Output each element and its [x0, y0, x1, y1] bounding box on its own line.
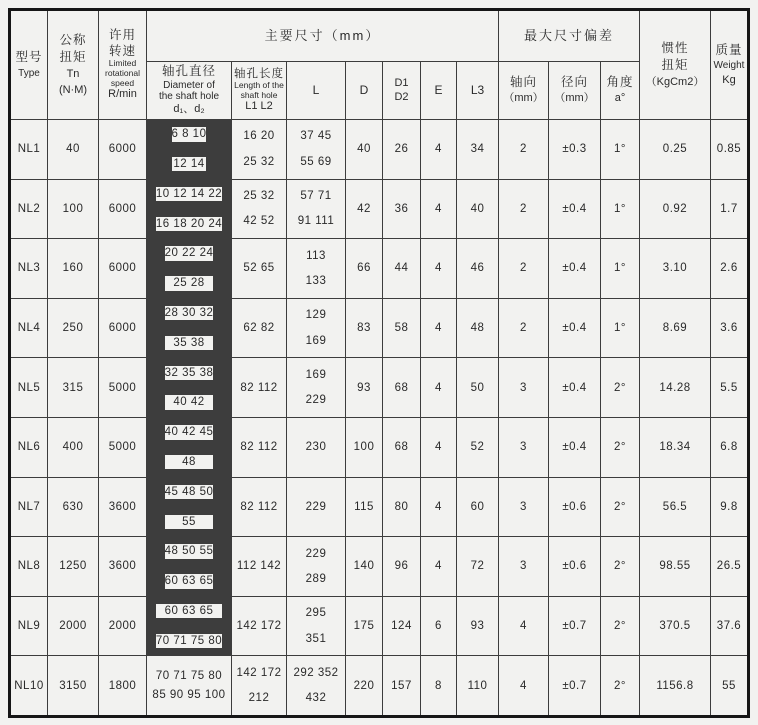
header-radial-zh: 径向 — [560, 74, 588, 89]
cell-D: 40 — [346, 120, 382, 179]
cell-torque: 1250 — [48, 537, 98, 596]
cell-bore-diameter-line: 16 18 20 24 — [155, 217, 223, 230]
cell-L3: 60 — [457, 478, 498, 537]
cell-D1-D2: 68 — [383, 418, 420, 477]
cell-speed: 3600 — [99, 478, 146, 537]
cell-D: 140 — [346, 537, 382, 596]
cell-D1-D2: 80 — [383, 478, 420, 537]
cell-D: 42 — [346, 180, 382, 239]
cell-inertia: 3.10 — [640, 239, 710, 298]
cell-bore-diameter-line: 32 35 38 — [164, 366, 214, 379]
cell-length-L-line: 57 71 — [300, 190, 332, 203]
cell-torque: 315 — [48, 358, 98, 417]
cell-length-L-line: 169 — [305, 334, 327, 347]
header-weight-en: Weight — [713, 60, 745, 72]
cell-D: 83 — [346, 299, 382, 358]
header-speed-unit: R/min — [108, 88, 137, 101]
cell-axial-deviation: 3 — [499, 478, 548, 537]
cell-speed: 6000 — [99, 120, 146, 179]
cell-radial-deviation: ±0.6 — [549, 478, 600, 537]
cell-model: NL5 — [11, 358, 47, 417]
header-speed — [99, 11, 146, 119]
cell-D1-D2: 124 — [383, 597, 420, 656]
cell-L3: 72 — [457, 537, 498, 596]
cell-bore-diameter-line: 6 8 10 — [171, 128, 207, 141]
cell-axial-deviation: 2 — [499, 299, 548, 358]
cell-radial-deviation: ±0.7 — [549, 597, 600, 656]
cell-weight: 3.6 — [711, 299, 747, 358]
cell-length-L-line: 113 — [306, 249, 326, 262]
header-col-E — [421, 62, 456, 119]
cell-angle-deviation: 1° — [601, 239, 639, 298]
cell-bore-diameter-line: 55 — [165, 515, 214, 529]
cell-length-L — [287, 478, 345, 537]
cell-bore-length-line: 112 142 — [236, 560, 282, 573]
cell-model: NL3 — [11, 239, 47, 298]
cell-inertia: 8.69 — [640, 299, 710, 358]
cell-D1-D2: 44 — [383, 239, 420, 298]
cell-bore-length-line: 142 172 — [236, 666, 282, 679]
cell-bore-diameter-line: 40 42 — [165, 395, 214, 409]
cell-radial-deviation: ±0.4 — [549, 239, 600, 298]
cell-axial-deviation: 3 — [499, 358, 548, 417]
cell-weight: 1.7 — [711, 180, 747, 239]
cell-D1-D2: 36 — [383, 180, 420, 239]
header-col-L — [287, 62, 345, 119]
cell-bore-diameter-line: 20 22 24 — [164, 247, 214, 260]
header-inertia-zh-2: 扭矩 — [661, 58, 689, 73]
header-model-zh: 型号 — [15, 50, 43, 65]
cell-length-L-line: 133 — [305, 274, 327, 287]
cell-torque: 3150 — [48, 656, 98, 715]
header-weight-unit: Kg — [722, 73, 736, 86]
header-radial — [549, 62, 600, 119]
cell-D1-D2: 68 — [383, 358, 420, 417]
cell-L3: 34 — [457, 120, 498, 179]
cell-angle-deviation: 2° — [601, 418, 639, 477]
cell-inertia: 370.5 — [640, 597, 710, 656]
header-bore-length — [232, 62, 286, 119]
cell-torque: 630 — [48, 478, 98, 537]
header-max-deviation-group — [499, 11, 639, 61]
header-col-L-label: L — [312, 83, 320, 97]
cell-bore-diameter-line: 10 12 14 22 — [155, 187, 223, 200]
cell-axial-deviation: 2 — [499, 239, 548, 298]
header-inertia — [640, 11, 710, 119]
cell-E: 4 — [421, 478, 456, 537]
cell-radial-deviation: ±0.4 — [549, 418, 600, 477]
header-angle-zh: 角度 — [606, 74, 634, 89]
cell-speed: 2000 — [99, 597, 146, 656]
cell-bore-diameter — [147, 537, 231, 596]
cell-bore-diameter — [147, 180, 231, 239]
cell-length-L — [287, 537, 345, 596]
cell-E: 4 — [421, 299, 456, 358]
cell-speed: 5000 — [99, 418, 146, 477]
cell-radial-deviation: ±0.7 — [549, 656, 600, 715]
cell-bore-length-line: 82 112 — [240, 500, 278, 513]
header-bore-diameter-en-1: Diameter of — [163, 79, 215, 91]
cell-D1-D2: 58 — [383, 299, 420, 358]
header-axial-unit: （mm） — [503, 92, 544, 105]
cell-E: 6 — [421, 597, 456, 656]
cell-bore-diameter-line: 60 63 65 — [156, 604, 222, 618]
cell-angle-deviation: 2° — [601, 656, 639, 715]
cell-angle-deviation: 1° — [601, 120, 639, 179]
header-max-deviation-label: 最大尺寸偏差 — [523, 27, 614, 43]
cell-weight: 0.85 — [711, 120, 747, 179]
cell-weight: 37.6 — [711, 597, 747, 656]
cell-axial-deviation: 3 — [499, 418, 548, 477]
cell-bore-length — [232, 120, 286, 179]
header-radial-unit: （mm） — [554, 92, 595, 105]
cell-bore-diameter-line: 48 50 55 — [164, 545, 214, 558]
cell-length-L-line: 289 — [305, 572, 327, 585]
cell-D: 220 — [346, 656, 382, 715]
header-bore-length-symbol: L1 L2 — [245, 100, 273, 113]
header-speed-zh-1: 许用 — [108, 28, 136, 43]
header-col-L3 — [457, 62, 498, 119]
cell-speed: 3600 — [99, 537, 146, 596]
cell-E: 4 — [421, 537, 456, 596]
cell-angle-deviation: 2° — [601, 537, 639, 596]
cell-torque: 400 — [48, 418, 98, 477]
header-bore-length-en-1: Length of the — [234, 80, 284, 91]
cell-length-L-line: 229 — [305, 547, 327, 560]
cell-D: 175 — [346, 597, 382, 656]
cell-axial-deviation: 4 — [499, 656, 548, 715]
header-speed-en-1: Limited — [108, 58, 137, 69]
cell-model: NL9 — [11, 597, 47, 656]
cell-speed: 6000 — [99, 239, 146, 298]
cell-speed: 1800 — [99, 656, 146, 715]
cell-D1-D2: 26 — [383, 120, 420, 179]
header-torque-unit: (N·M) — [58, 83, 88, 96]
cell-weight: 26.5 — [711, 537, 747, 596]
header-main-dimensions-group — [147, 11, 498, 61]
header-bore-diameter-zh: 轴孔直径 — [161, 64, 216, 79]
cell-model: NL8 — [11, 537, 47, 596]
header-axial-zh: 轴向 — [509, 74, 537, 89]
cell-speed: 6000 — [99, 299, 146, 358]
cell-E: 4 — [421, 120, 456, 179]
cell-angle-deviation: 1° — [601, 299, 639, 358]
cell-torque: 250 — [48, 299, 98, 358]
cell-bore-diameter-line: 45 48 50 — [164, 485, 214, 498]
cell-length-L — [287, 180, 345, 239]
cell-weight: 6.8 — [711, 418, 747, 477]
spec-table-grid — [11, 11, 747, 715]
header-torque — [48, 11, 98, 119]
cell-axial-deviation: 2 — [499, 120, 548, 179]
cell-L3: 110 — [457, 656, 498, 715]
cell-weight: 9.8 — [711, 478, 747, 537]
cell-inertia: 98.55 — [640, 537, 710, 596]
cell-bore-length-line: 25 32 — [243, 155, 275, 168]
cell-inertia: 14.28 — [640, 358, 710, 417]
cell-bore-diameter — [147, 120, 231, 179]
cell-E: 8 — [421, 656, 456, 715]
cell-bore-diameter-line: 70 71 75 80 — [155, 634, 223, 647]
cell-bore-length — [232, 358, 286, 417]
cell-bore-length-line: 142 172 — [236, 619, 282, 632]
cell-bore-diameter — [147, 478, 231, 537]
cell-bore-length — [232, 597, 286, 656]
cell-L3: 52 — [457, 418, 498, 477]
header-col-D2-label: D2 — [394, 90, 409, 103]
header-model — [11, 11, 47, 119]
cell-bore-length-line: 25 32 — [243, 190, 275, 203]
cell-D: 115 — [346, 478, 382, 537]
cell-bore-length-line: 42 52 — [243, 215, 275, 228]
cell-E: 4 — [421, 418, 456, 477]
header-col-E-label: E — [434, 83, 443, 97]
cell-bore-length-line: 16 20 — [243, 130, 275, 143]
header-angle — [601, 62, 639, 119]
cell-radial-deviation: ±0.4 — [549, 358, 600, 417]
cell-D: 100 — [346, 418, 382, 477]
cell-bore-diameter-line: 70 71 75 80 — [155, 670, 223, 683]
cell-angle-deviation: 2° — [601, 358, 639, 417]
cell-length-L — [287, 597, 345, 656]
header-col-D1-D2 — [383, 62, 420, 119]
cell-weight: 2.6 — [711, 239, 747, 298]
header-inertia-zh-1: 惯性 — [661, 40, 689, 55]
cell-model: NL4 — [11, 299, 47, 358]
cell-model: NL10 — [11, 656, 47, 715]
header-col-D — [346, 62, 382, 119]
header-axial — [499, 62, 548, 119]
cell-model: NL2 — [11, 180, 47, 239]
cell-E: 4 — [421, 239, 456, 298]
cell-bore-length-line: 212 — [248, 692, 270, 705]
cell-axial-deviation: 2 — [499, 180, 548, 239]
cell-model: NL7 — [11, 478, 47, 537]
cell-L3: 48 — [457, 299, 498, 358]
header-speed-en-3: speed — [110, 77, 135, 88]
cell-length-L — [287, 656, 345, 715]
cell-length-L-line: 432 — [305, 692, 327, 705]
cell-L3: 50 — [457, 358, 498, 417]
cell-bore-diameter-line: 60 63 65 — [164, 575, 214, 588]
cell-length-L-line: 169 — [305, 368, 327, 381]
cell-inertia: 18.34 — [640, 418, 710, 477]
cell-bore-diameter-line: 12 14 — [173, 158, 205, 170]
cell-L3: 40 — [457, 180, 498, 239]
cell-length-L-line: 229 — [305, 500, 327, 513]
cell-length-L — [287, 299, 345, 358]
cell-speed: 5000 — [99, 358, 146, 417]
cell-radial-deviation: ±0.6 — [549, 537, 600, 596]
cell-length-L-line: 351 — [305, 632, 327, 645]
cell-axial-deviation: 3 — [499, 537, 548, 596]
cell-bore-diameter-line: 48 — [165, 455, 214, 469]
cell-bore-diameter — [147, 656, 231, 715]
header-col-L3-label: L3 — [470, 83, 485, 97]
cell-angle-deviation: 2° — [601, 597, 639, 656]
cell-model: NL6 — [11, 418, 47, 477]
cell-bore-length — [232, 537, 286, 596]
header-torque-zh-1: 公称 — [59, 32, 87, 47]
cell-bore-length — [232, 180, 286, 239]
cell-bore-diameter — [147, 418, 231, 477]
header-bore-diameter-symbol: d₁、d₂ — [173, 102, 205, 115]
cell-inertia: 1156.8 — [640, 656, 710, 715]
cell-length-L-line: 292 352 — [293, 666, 339, 679]
header-speed-en-2: rotational — [105, 67, 140, 78]
cell-bore-length — [232, 299, 286, 358]
header-bore-diameter — [147, 62, 231, 119]
cell-length-L-line: 55 69 — [300, 155, 332, 168]
cell-inertia: 0.25 — [640, 120, 710, 179]
header-col-D-label: D — [359, 83, 369, 97]
spec-table — [8, 8, 750, 718]
cell-bore-diameter-line: 35 38 — [165, 336, 214, 350]
cell-length-L-line: 295 — [305, 607, 327, 620]
cell-bore-diameter — [147, 358, 231, 417]
header-angle-symbol: a° — [614, 92, 626, 105]
cell-E: 4 — [421, 180, 456, 239]
header-inertia-unit: （KgCm2） — [645, 75, 705, 88]
header-col-D1-label: D1 — [394, 76, 409, 89]
cell-D1-D2: 96 — [383, 537, 420, 596]
header-bore-length-zh: 轴孔长度 — [234, 67, 284, 80]
cell-bore-length-line: 82 112 — [240, 441, 278, 454]
cell-weight: 5.5 — [711, 358, 747, 417]
cell-bore-diameter — [147, 299, 231, 358]
cell-angle-deviation: 1° — [601, 180, 639, 239]
cell-D: 93 — [346, 358, 382, 417]
cell-bore-length-line: 82 112 — [240, 381, 278, 394]
cell-radial-deviation: ±0.3 — [549, 120, 600, 179]
cell-length-L-line: 230 — [305, 441, 327, 454]
header-weight — [711, 11, 747, 119]
cell-L3: 93 — [457, 597, 498, 656]
cell-model: NL1 — [11, 120, 47, 179]
cell-length-L-line: 129 — [305, 309, 327, 322]
cell-length-L-line: 229 — [305, 394, 327, 407]
cell-bore-length — [232, 656, 286, 715]
cell-torque: 2000 — [48, 597, 98, 656]
cell-angle-deviation: 2° — [601, 478, 639, 537]
cell-length-L — [287, 418, 345, 477]
cell-length-L-line: 91 111 — [297, 215, 335, 228]
cell-torque: 160 — [48, 239, 98, 298]
cell-bore-length — [232, 239, 286, 298]
cell-inertia: 0.92 — [640, 180, 710, 239]
cell-axial-deviation: 4 — [499, 597, 548, 656]
cell-length-L-line: 37 45 — [300, 130, 332, 143]
cell-L3: 46 — [457, 239, 498, 298]
cell-length-L — [287, 239, 345, 298]
cell-bore-length-line: 62 82 — [243, 321, 275, 334]
cell-D: 66 — [346, 239, 382, 298]
cell-D1-D2: 157 — [383, 656, 420, 715]
cell-radial-deviation: ±0.4 — [549, 299, 600, 358]
cell-bore-diameter-line: 40 42 45 — [164, 426, 214, 439]
header-weight-zh: 质量 — [715, 42, 743, 57]
cell-length-L — [287, 358, 345, 417]
cell-bore-length — [232, 418, 286, 477]
cell-E: 4 — [421, 358, 456, 417]
cell-bore-length — [232, 478, 286, 537]
cell-inertia: 56.5 — [640, 478, 710, 537]
cell-bore-length-line: 52 65 — [243, 262, 275, 275]
header-main-dimensions-label: 主要尺寸（mm） — [264, 27, 381, 43]
header-bore-length-en-2: shaft hole — [240, 89, 278, 100]
cell-bore-diameter-line: 85 90 95 100 — [152, 688, 226, 701]
header-speed-zh-2: 转速 — [108, 43, 136, 58]
cell-bore-diameter-line: 28 30 32 — [164, 307, 214, 319]
header-model-en: Type — [18, 68, 40, 80]
header-torque-symbol: Tn — [66, 67, 80, 80]
cell-torque: 40 — [48, 120, 98, 179]
cell-bore-diameter — [147, 239, 231, 298]
cell-radial-deviation: ±0.4 — [549, 180, 600, 239]
cell-torque: 100 — [48, 180, 98, 239]
cell-weight: 55 — [711, 656, 747, 715]
cell-length-L — [287, 120, 345, 179]
cell-bore-diameter-line: 25 28 — [165, 276, 214, 290]
cell-bore-diameter — [147, 597, 231, 656]
header-bore-diameter-en-2: the shaft hole — [158, 91, 220, 103]
cell-speed: 6000 — [99, 180, 146, 239]
header-torque-zh-2: 扭矩 — [59, 50, 87, 65]
